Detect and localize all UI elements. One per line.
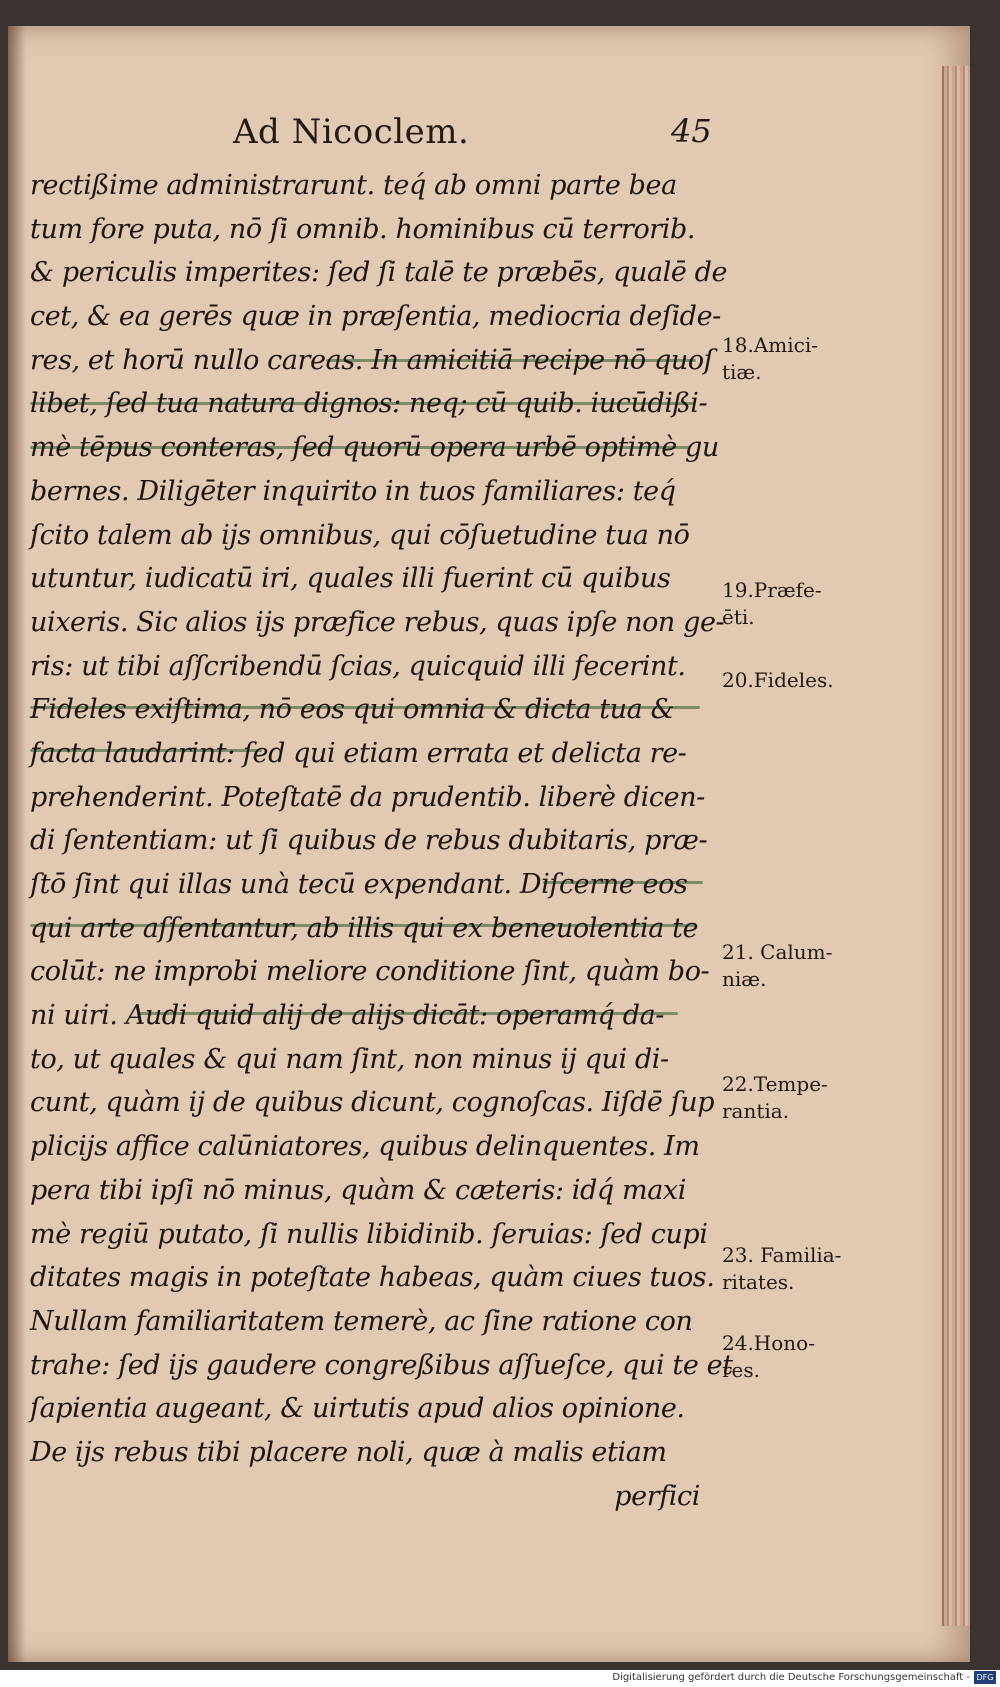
marginal-note-23: 23. Familia- ritates. bbox=[722, 1243, 842, 1294]
running-head: Ad Nicoclem. bbox=[233, 112, 470, 152]
text-line: colūt: ne improbi meliore conditione ſint, quàm bo- bbox=[30, 956, 710, 988]
text-line: De ijs rebus tibi placere noli, quæ à malis etiam bbox=[30, 1436, 667, 1468]
dfg-logo: DFG bbox=[974, 1671, 996, 1684]
catchword: perfici bbox=[614, 1480, 700, 1512]
spine-shadow bbox=[8, 26, 26, 1662]
text-line: prehenderint. Poteſtatē da prudentib. liberè dicen- bbox=[30, 781, 705, 813]
text-line: mè tēpus conteras, ſed quorū opera urbē optimè gu bbox=[30, 432, 719, 464]
text-line: ditates magis in poteſtate habeas, quàm ciues tuos. bbox=[30, 1262, 715, 1294]
text-line: pera tibi ipſi nō minus, quàm & cæteris: idq́ maxi bbox=[30, 1174, 686, 1206]
text-line: qui arte aſſentantur, ab illis qui ex beneuolentia te bbox=[30, 912, 699, 944]
text-line: trahe: ſed ijs gaudere congreßibus aſſueſce, qui te et bbox=[30, 1349, 733, 1381]
main-text-block bbox=[30, 164, 733, 1518]
text-line: ſtō ſint qui illas unà tecū expendant. Diſcerne eos bbox=[30, 869, 688, 900]
text-line: Fideles exiſtima, nō eos qui omnia & dicta tua & bbox=[30, 694, 675, 726]
funding-credit: Digitalisierung gefördert durch die Deutsche Forschungsgemeinschaft - bbox=[612, 1672, 970, 1683]
text-line: plicijs affice calūniatores, quibus delinquentes. Im bbox=[30, 1131, 700, 1163]
marginal-note-18: 18.Amici- tiæ. bbox=[722, 333, 818, 384]
text-line: ni uiri. Audi quid alij de alijs dicāt: operamq́ da- bbox=[30, 1000, 665, 1032]
text-line: mè regiū putato, ſi nullis libidinib. ſeruias: ſed cupi bbox=[30, 1218, 708, 1250]
text-line: res, et horū nullo careas. In amicitiā recipe nō quoſ bbox=[30, 344, 714, 376]
text-line: ris: ut tibi aſſcribendū ſcias, quicquid illi fecerint. bbox=[30, 650, 686, 682]
text-line: cet, & ea gerēs quæ in præſentia, mediocria deſide- bbox=[30, 301, 721, 333]
text-line: tum fore puta, nō ſi omnib. hominibus cū terrorib. bbox=[30, 213, 696, 245]
marginal-note-22: 22.Tempe- rantia. bbox=[722, 1072, 828, 1123]
text-line: utuntur, iudicatū iri, quales illi fuerint cū quibus bbox=[30, 563, 671, 595]
marginal-note-24: 24.Hono- res. bbox=[722, 1331, 815, 1382]
text-line: ſapientia augeant, & uirtutis apud alios opinione. bbox=[30, 1393, 685, 1425]
text-line: bernes. Diligēter inquirito in tuos familiares: teq́ bbox=[30, 475, 676, 507]
text-line: cunt, quàm ij de quibus dicunt, cognoſcas. Iiſdē ſup bbox=[30, 1087, 715, 1119]
marginal-note-19: 19.Præfe- ēti. bbox=[722, 578, 822, 629]
text-line: ſcito talem ab ijs omnibus, qui cōſuetudine tua nō bbox=[30, 519, 690, 551]
text-line: uixeris. Sic alios ijs præfice rebus, quas ipſe non ge- bbox=[30, 606, 725, 638]
text-line: Nullam familiaritatem temerè, ac ſine ratione con bbox=[30, 1305, 693, 1337]
marginal-note-20: 20.Fideles. bbox=[722, 668, 834, 692]
text-line: to, ut quales & qui nam ſint, non minus ij qui di- bbox=[30, 1043, 669, 1075]
page-number: 45 bbox=[671, 112, 712, 150]
text-line: & periculis imperites: ſed ſi talē te præbēs, qualē de bbox=[30, 257, 728, 289]
page-edges bbox=[942, 66, 970, 1626]
book-page bbox=[8, 26, 970, 1662]
text-line: di ſententiam: ut ſi quibus de rebus dubitaris, præ- bbox=[30, 825, 708, 857]
text-line: libet, ſed tua natura dignos: neq; cū quib. iucūdißi- bbox=[30, 388, 708, 420]
text-line: rectißime administrarunt. teq́ ab omni parte bea bbox=[30, 170, 677, 201]
marginal-note-21: 21. Calum- niæ. bbox=[722, 940, 833, 991]
text-line: facta laudarint: ſed qui etiam errata et delicta re- bbox=[30, 737, 687, 769]
